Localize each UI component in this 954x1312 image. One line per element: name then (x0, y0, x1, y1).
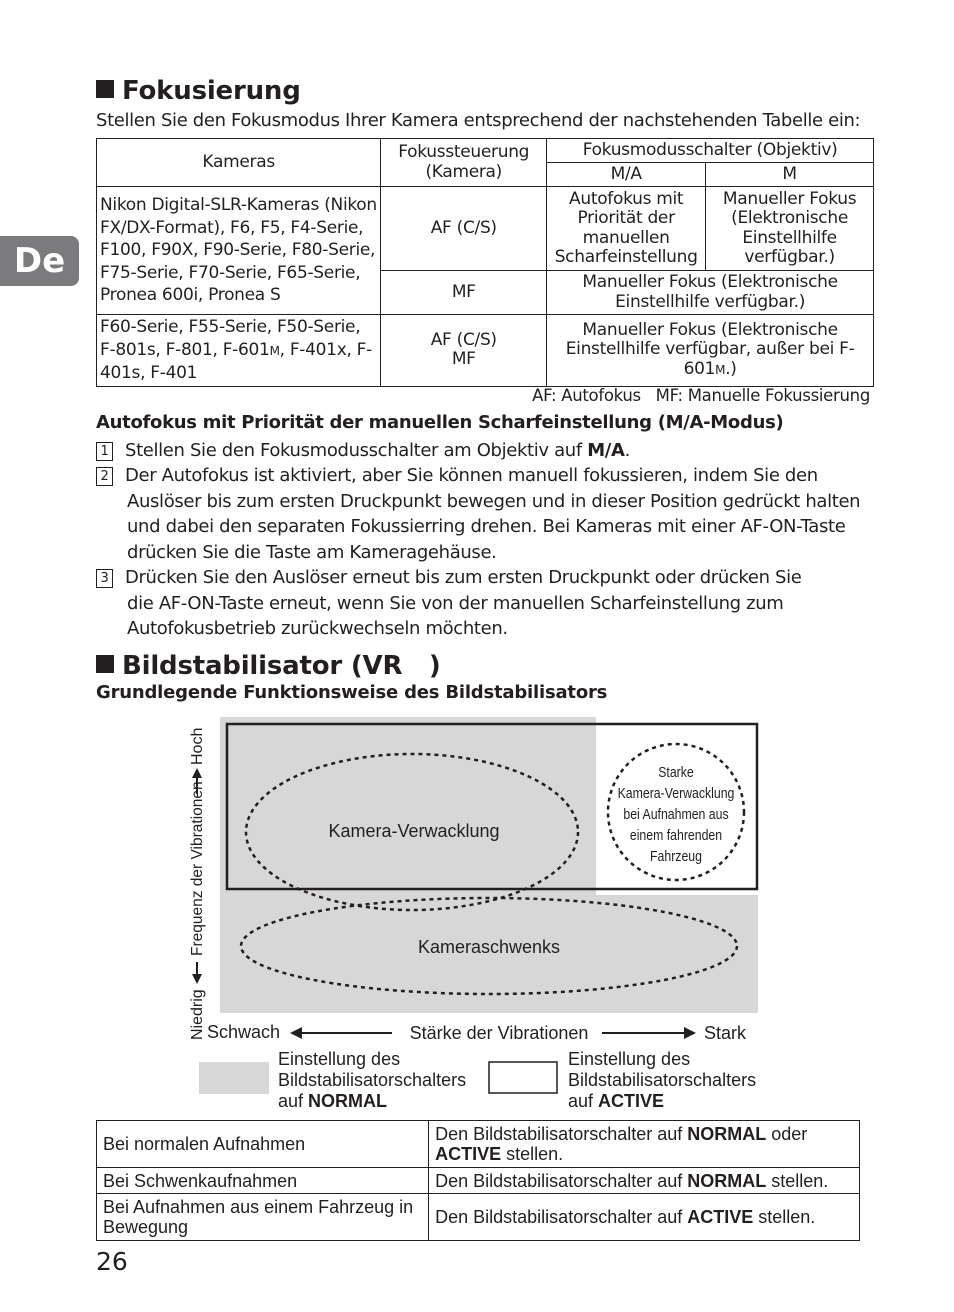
step-number: 3 (96, 569, 113, 588)
x-axis-low: Schwach (207, 1022, 281, 1042)
legend-normal-swatch (199, 1062, 269, 1094)
step1-text: Stellen Sie den Fokusmodusschalter am Objektiv auf (125, 440, 588, 461)
step-number: 2 (96, 467, 113, 486)
th-cameras: Kameras (97, 139, 381, 187)
th-ma: M/A (547, 163, 706, 187)
g1-af-m: Manueller Fokus (Elektronische Einstellhilfe verfügbar.) (706, 187, 874, 271)
cameras-group-1: Nikon Digital-SLR-Kameras (Nikon FX/DX-Format), F6, F5, F4-Serie, F100, F90X, F90-Serie, F80-Serie, F75-Serie, F70-Serie, F65-Serie, Pronea 600i, Pronea S (97, 187, 381, 315)
g2-cameras-a: F60-Serie, F55-Serie, F50-Serie, F-801s, F-801, F-601 (100, 317, 361, 360)
vr-r1-e: stellen. (501, 1144, 564, 1164)
x-axis-high: Stark (704, 1023, 747, 1043)
legend-normal-2: Bildstabilisatorschalters (278, 1070, 467, 1090)
step2-line2: Auslöser bis zum ersten Druckpunkt bewegen und in dieser Position gedrückt halten (127, 490, 861, 512)
step2-line4: drücken Sie die Taste am Kameragehäuse. (127, 541, 497, 563)
g2-mode-mf: MF (451, 349, 476, 370)
vr-row2-right (429, 1168, 860, 1194)
g2-both-b: .) (725, 358, 737, 379)
vr-r1-b: NORMAL (687, 1124, 767, 1144)
step3-line1: Drücken Sie den Auslöser erneut bis zum ersten Druckpunkt oder drücken Sie (125, 567, 802, 588)
step3-line2: die AF-ON-Taste erneut, wenn Sie von der manuellen Scharfeinstellung zum (127, 592, 784, 614)
vr-heading-text: Bildstabilisator (VR ) (122, 651, 441, 681)
focus-footnote: AF: Autofokus MF: Manuelle Fokussierung (532, 386, 870, 405)
g1-af-ma: Autofokus mit Priorität der manuellen Scharfeinstellung (547, 187, 706, 271)
g2-small-m: M (269, 343, 280, 358)
x-axis-title: Stärke der Vibrationen (409, 1023, 589, 1043)
vr-subheading: Grundlegende Funktionsweise des Bildstabilisators (96, 682, 608, 703)
vr-row1-left: Bei normalen Aufnahmen (97, 1121, 429, 1168)
vr-r3-c: stellen. (753, 1207, 816, 1227)
vr-table (96, 1120, 860, 1241)
x-arrow-left-head (290, 1027, 302, 1039)
legend-active-swatch (489, 1062, 557, 1093)
g1-mf-both: Manueller Fokus (Elektronische Einstellhilfe verfügbar.) (547, 271, 874, 315)
step2-line3: und dabei den separaten Fokussierring drehen. Bei Kameras mit einer AF-ON-Taste (127, 516, 846, 537)
focus-heading-text: Fokusierung (122, 76, 301, 106)
vehicle-label-5: Fahrzeug (650, 847, 702, 865)
y-axis-high: Hoch (189, 727, 206, 765)
g1-mf-mode: MF (381, 271, 547, 315)
legend-active-3a: auf (568, 1091, 599, 1111)
th-control: Fokussteuerung (Kamera) (381, 139, 547, 187)
step3-line3: Autofokusbetrieb zurückwechseln möchten. (127, 618, 508, 639)
g2-cameras-b: , F-401x, F-401s, F-401 (100, 339, 372, 383)
vr-r1-a: Den Bildstabilisatorschalter auf (435, 1124, 688, 1144)
vr-r2-c: stellen. (766, 1170, 829, 1191)
y-axis-low: Niedrig (189, 989, 206, 1040)
x-arrow-right-head (684, 1027, 696, 1039)
vr-r2-b: NORMAL (687, 1170, 767, 1191)
legend-normal-3a: auf (278, 1091, 309, 1111)
y-arrow-up-head (192, 768, 202, 778)
vehicle-label-4: einem fahrenden (629, 826, 723, 844)
legend-active-3 (568, 1091, 664, 1111)
vr-r3-a: Den Bildstabilisatorschalter auf (435, 1207, 688, 1227)
vehicle-label-1: Starke (658, 763, 694, 781)
th-m: M (706, 163, 874, 187)
y-axis-title: Frequenz der Vibrationen (189, 781, 206, 956)
vehicle-label-2: Kamera-Verwacklung (617, 784, 735, 802)
page-number: 26 (96, 1247, 128, 1276)
legend-normal-bold: NORMAL (308, 1091, 388, 1111)
g2-both-a: Manueller Fokus (Elektronische Einstellhilfe verfügbar, außer bei F-601 (565, 319, 855, 379)
language-tab: De (0, 236, 79, 286)
y-arrow-down-head (192, 974, 202, 984)
legend-active-bold: ACTIVE (598, 1091, 665, 1111)
g2-mode-af: AF (C/S) (430, 329, 497, 350)
g2-both-small-m: M (715, 362, 726, 377)
step-number: 1 (96, 442, 113, 461)
vr-row2-left: Bei Schwenkaufnahmen (97, 1168, 429, 1194)
legend-normal-1: Einstellung des (278, 1049, 401, 1069)
vr-r3-b: ACTIVE (687, 1207, 754, 1227)
g1-af-mode: AF (C/S) (381, 187, 547, 271)
vehicle-label-3: bei Aufnahmen aus (623, 805, 729, 823)
vr-r1-d: ACTIVE (435, 1144, 502, 1164)
legend-active-1: Einstellung des (568, 1049, 691, 1069)
legend-normal-3 (278, 1091, 387, 1111)
pan-label: Kameraschwenks (417, 937, 561, 957)
legend-active-2: Bildstabilisatorschalters (568, 1070, 757, 1090)
step1-bold: M/A (587, 440, 625, 461)
vr-r2-a: Den Bildstabilisatorschalter auf (435, 1170, 688, 1191)
vr-row1-right (429, 1121, 860, 1168)
th-switch: Fokusmodusschalter (Objektiv) (547, 139, 874, 163)
step2-line1: Der Autofokus ist aktiviert, aber Sie können manuell fokussieren, indem Sie den (125, 465, 818, 486)
vr-row3-right (429, 1194, 860, 1241)
focus-intro: Stellen Sie den Fokusmodus Ihrer Kamera entsprechend der nachstehenden Tabelle ein: (96, 110, 861, 131)
step1-end: . (624, 440, 630, 461)
shake-label: Kamera-Verwacklung (328, 821, 500, 841)
ma-heading: Autofokus mit Priorität der manuellen Scharfeinstellung (M/A-Modus) (96, 412, 784, 433)
vr-r1-c: oder (766, 1124, 808, 1144)
vr-row3-left: Bei Aufnahmen aus einem Fahrzeug in Bewegung (97, 1194, 429, 1241)
